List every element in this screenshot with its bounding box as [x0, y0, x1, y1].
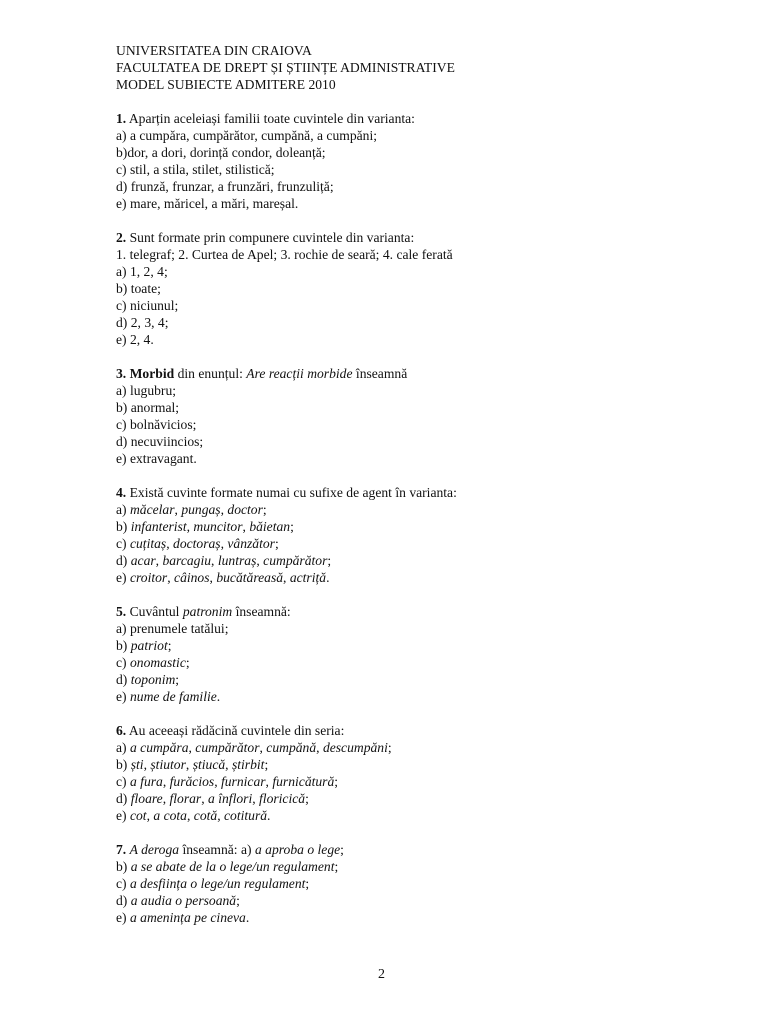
text-segment: a) 1, 2, 4;	[116, 264, 168, 279]
text-segment: ,	[166, 536, 174, 551]
question-number: 1.	[116, 111, 127, 126]
italic-text: croitor	[129, 570, 168, 585]
answer-option	[116, 433, 738, 450]
answer-option	[116, 654, 738, 671]
answer-option	[116, 892, 738, 909]
answer-option	[116, 909, 738, 926]
text-segment: .	[326, 570, 330, 585]
text-segment: d)	[116, 893, 131, 908]
answer-option	[116, 518, 738, 535]
italic-text: cumpănă	[266, 740, 317, 755]
text-segment: ,	[259, 740, 267, 755]
text-segment: ,	[162, 774, 170, 789]
text-segment: c)	[116, 655, 130, 670]
text-segment: Există cuvinte formate numai cu sufixe de agent în varianta:	[126, 485, 457, 500]
italic-text: știutor	[150, 757, 186, 772]
question-number: 5.	[116, 604, 127, 619]
text-segment: d)	[116, 672, 131, 687]
questions-list	[116, 110, 738, 926]
italic-text: măcelar	[129, 502, 175, 517]
text-segment: Aparțin aceleiași familii toate cuvintele din varianta:	[126, 111, 415, 126]
answer-option	[116, 569, 738, 586]
question-stem	[116, 722, 738, 739]
italic-text: cotitură	[223, 808, 268, 823]
italic-text: a amenința pe cineva	[129, 910, 246, 925]
text-segment: b)dor, a dori, dorință condor, doleanță;	[116, 145, 326, 160]
document-header	[116, 42, 738, 93]
text-segment: c)	[116, 536, 130, 551]
answer-option	[116, 161, 738, 178]
text-segment: e) extravagant.	[116, 451, 197, 466]
text-segment: ,	[188, 740, 196, 755]
text-segment: ,	[185, 757, 193, 772]
italic-text: acar	[130, 553, 156, 568]
text-segment: d) 2, 3, 4;	[116, 315, 169, 330]
text-segment: ;	[327, 553, 332, 568]
question-7	[116, 841, 738, 926]
answer-option	[116, 450, 738, 467]
answer-option	[116, 382, 738, 399]
text-segment: d) frunză, frunzar, a frunzări, frunzuliță;	[116, 179, 334, 194]
question-3	[116, 365, 738, 467]
italic-text: onomastic	[129, 655, 186, 670]
text-segment: Au aceeași rădăcină cuvintele din seria:	[126, 723, 345, 738]
text-segment: a) prenumele tatălui;	[116, 621, 229, 636]
italic-text: floricică	[259, 791, 306, 806]
italic-text: actriță	[289, 570, 327, 585]
italic-text: toponim	[130, 672, 176, 687]
text-segment: b) anormal;	[116, 400, 180, 415]
italic-text: știucă	[192, 757, 226, 772]
text-segment: ,	[186, 808, 194, 823]
text-segment: ,	[214, 774, 221, 789]
question-1	[116, 110, 738, 212]
question-number: 3.	[116, 366, 127, 381]
text-segment: c) bolnăvicios;	[116, 417, 197, 432]
italic-text: a cumpăra	[129, 740, 189, 755]
answer-option	[116, 127, 738, 144]
text-segment: ;	[167, 638, 172, 653]
text-segment: b) toate;	[116, 281, 161, 296]
answer-option	[116, 773, 738, 790]
italic-text: patriot	[130, 638, 168, 653]
text-segment: Sunt formate prin compunere cuvintele din varianta:	[126, 230, 415, 245]
answer-option	[116, 501, 738, 518]
text-segment: b)	[116, 519, 131, 534]
italic-text: A deroga	[129, 842, 180, 857]
italic-text: cuțitaș	[129, 536, 167, 551]
answer-option	[116, 144, 738, 161]
document-title: MODEL SUBIECTE ADMITERE 2010	[116, 77, 336, 92]
italic-text: cot	[129, 808, 147, 823]
text-segment: înseamnă: a)	[179, 842, 255, 857]
text-segment: ,	[252, 791, 260, 806]
text-segment: din enunțul:	[174, 366, 247, 381]
text-segment: ,	[225, 757, 232, 772]
text-segment: b)	[116, 757, 131, 772]
answer-option	[116, 552, 738, 569]
text-segment: .	[267, 808, 271, 823]
italic-text: floare	[130, 791, 163, 806]
italic-text: patronim	[182, 604, 233, 619]
italic-text: nume de familie	[129, 689, 217, 704]
text-segment: ;	[340, 842, 344, 857]
text-segment: ,	[220, 502, 228, 517]
answer-option	[116, 858, 738, 875]
italic-text: bucătăreasă	[216, 570, 284, 585]
text-segment: înseamnă:	[232, 604, 291, 619]
text-segment: înseamnă	[352, 366, 408, 381]
question-number: 6.	[116, 723, 127, 738]
text-segment: Morbid	[126, 366, 175, 381]
answer-option	[116, 178, 738, 195]
italic-text: a desființa o lege/un regulament	[129, 876, 306, 891]
question-stem	[116, 841, 738, 858]
text-segment: a) a cumpăra, cumpărător, cumpănă, a cumpăni;	[116, 128, 378, 143]
text-segment: ,	[256, 553, 264, 568]
answer-option	[116, 331, 738, 348]
text-segment: e)	[116, 910, 130, 925]
italic-text: doctoraș	[173, 536, 221, 551]
question-stem	[116, 484, 738, 501]
italic-text: a înflori	[208, 791, 253, 806]
text-segment: a)	[116, 502, 130, 517]
text-segment: ,	[146, 808, 154, 823]
text-segment: e) 2, 4.	[116, 332, 154, 347]
text-segment: ;	[334, 859, 339, 874]
answer-option	[116, 297, 738, 314]
text-segment: ;	[262, 502, 267, 517]
italic-text: doctor	[227, 502, 263, 517]
question-6	[116, 722, 738, 824]
question-stem	[116, 365, 738, 382]
answer-option	[116, 807, 738, 824]
italic-text: a cota	[153, 808, 187, 823]
italic-text: muncitor	[193, 519, 243, 534]
text-segment: .	[245, 910, 250, 925]
text-segment: ,	[209, 570, 217, 585]
question-stem	[116, 229, 738, 246]
italic-text: a audia o persoană	[130, 893, 237, 908]
text-segment: a) lugubru;	[116, 383, 177, 398]
faculty-name: FACULTATEA DE DREPT ȘI ȘTIINȚE ADMINISTRATIVE	[116, 60, 455, 75]
italic-text: știrbit	[231, 757, 265, 772]
text-segment: ;	[264, 757, 269, 772]
italic-text: cumpărător	[195, 740, 260, 755]
italic-text: băietan	[249, 519, 291, 534]
question-2	[116, 229, 738, 348]
italic-text: a se abate de la o lege/un regulament	[130, 859, 335, 874]
text-segment: c) stil, a stila, stilet, stilistică;	[116, 162, 275, 177]
text-segment: e)	[116, 808, 130, 823]
text-segment: ,	[186, 519, 194, 534]
text-segment: ,	[211, 553, 218, 568]
question-number: 4.	[116, 485, 127, 500]
answer-option	[116, 756, 738, 773]
text-segment: d) necuviincios;	[116, 434, 204, 449]
text-segment: ;	[387, 740, 392, 755]
university-name: UNIVERSITATEA DIN CRAIOVA	[116, 43, 312, 58]
text-segment: .	[216, 689, 221, 704]
italic-text: a aproba o lege	[254, 842, 341, 857]
text-segment: ,	[174, 502, 182, 517]
answer-option	[116, 688, 738, 705]
italic-text: cumpărător	[263, 553, 328, 568]
italic-text: descumpăni	[322, 740, 388, 755]
italic-text: vânzător	[227, 536, 275, 551]
text-segment: ,	[265, 774, 273, 789]
text-segment: ;	[290, 519, 294, 534]
answer-option	[116, 637, 738, 654]
italic-text: câinos	[174, 570, 210, 585]
text-segment: c)	[116, 876, 130, 891]
text-segment: c)	[116, 774, 130, 789]
italic-text: luntraș	[217, 553, 257, 568]
answer-option	[116, 314, 738, 331]
answer-option	[116, 739, 738, 756]
text-segment: ,	[220, 536, 228, 551]
question-number: 2.	[116, 230, 127, 245]
text-segment: b)	[116, 859, 131, 874]
text-segment: ;	[274, 536, 279, 551]
italic-text: ști	[130, 757, 144, 772]
text-segment: ;	[236, 893, 240, 908]
answer-option	[116, 875, 738, 892]
italic-text: furnicar	[220, 774, 266, 789]
text-segment: ,	[167, 570, 175, 585]
italic-text: infanterist	[130, 519, 187, 534]
question-5	[116, 603, 738, 705]
text-segment: c) niciunul;	[116, 298, 179, 313]
answer-option	[116, 535, 738, 552]
answer-option	[116, 263, 738, 280]
text-segment: e) mare, măricel, a mări, mareșal.	[116, 196, 299, 211]
answer-option	[116, 399, 738, 416]
text-segment: e)	[116, 570, 130, 585]
answer-option	[116, 416, 738, 433]
question-premise: 1. telegraf; 2. Curtea de Apel; 3. rochie de seară; 4. cale ferată	[116, 247, 453, 262]
text-segment: ,	[283, 570, 290, 585]
answer-option	[116, 195, 738, 212]
text-segment: ,	[217, 808, 224, 823]
text-segment: b)	[116, 638, 131, 653]
text-segment: ;	[305, 791, 309, 806]
italic-text: furăcios	[169, 774, 215, 789]
answer-option	[116, 280, 738, 297]
answer-option	[116, 671, 738, 688]
text-segment: d)	[116, 553, 131, 568]
question-stem	[116, 110, 738, 127]
text-segment: ,	[201, 791, 209, 806]
italic-text: barcagiu	[162, 553, 212, 568]
text-segment: Cuvântul	[126, 604, 183, 619]
text-segment: ,	[162, 791, 170, 806]
italic-text: Are reacții morbide	[246, 366, 353, 381]
page-number: 2	[378, 967, 385, 982]
question-number: 7.	[116, 842, 127, 857]
text-segment: ,	[242, 519, 250, 534]
italic-text: cotă	[193, 808, 218, 823]
text-segment: ;	[305, 876, 310, 891]
text-segment: ,	[155, 553, 163, 568]
text-segment: ;	[175, 672, 180, 687]
answer-option	[116, 790, 738, 807]
text-segment: ,	[316, 740, 323, 755]
text-segment: ;	[334, 774, 339, 789]
question-stem	[116, 603, 738, 620]
italic-text: florar	[169, 791, 202, 806]
question-4	[116, 484, 738, 586]
italic-text: a fura	[129, 774, 163, 789]
answer-option	[116, 620, 738, 637]
italic-text: pungaș	[181, 502, 221, 517]
text-segment: e)	[116, 689, 130, 704]
text-segment: ,	[143, 757, 151, 772]
italic-text: furnicătură	[272, 774, 335, 789]
text-segment: ;	[185, 655, 190, 670]
text-segment: a)	[116, 740, 130, 755]
text-segment: d)	[116, 791, 131, 806]
